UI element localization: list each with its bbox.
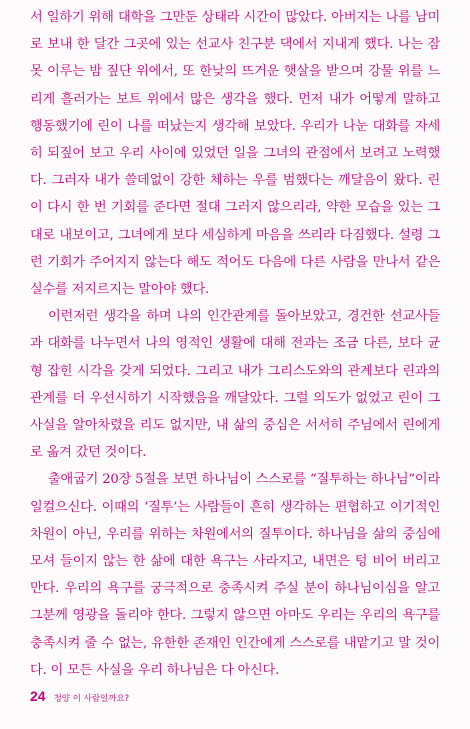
- paragraph: 출애굽기 20장 5절을 보면 하나님이 스스로를 “질투하는 하나님”이라 일컬으신다. 이때의 ‘질투’는 사람들이 흔히 생각하는 편협하고 이기적인 차원이 아닌, 우리를 위하는 차원에서의 질투이다. 하나님을 삶의 중심에 모셔 들이지 않는 한 삶에 대한 욕구는 사라지고, 내면은 텅 비어 버리고 만다. 우리의 욕구를 궁극적으로 충족시켜 주실 분이 하나님이심을 알고 그분께 영광을 돌리야 한다. 그렇지 않으면 아마도 우리는 우리의 욕구를 충족시켜 줄 수 없는, 유한한 존재인 인간에게 스스로를 내맡기고 말 것이다. 이 모든 사실을 우리 하나님은 다 아신다.: [30, 472, 440, 678]
- page-footer: [30, 688, 129, 704]
- body-text: [30, 4, 440, 684]
- paragraph-continued: 서 일하기 위해 대학을 그만둔 상태라 시간이 많았다. 아버지는 나를 남미로 보내 한 달간 그곳에 있는 선교사 친구분 댁에서 지내게 했다. 나는 잠 못 이루는 밤 짚단 위에서, 또 한낮의 뜨거운 햇살을 받으며 강물 위를 느리게 흘러가는 보트 위에서 많은 생각을 했다. 먼저 내가 어떻게 말하고 행동했기에 린이 나를 떠났는지 생각해 보았다. 우리가 나눈 대화를 자세히 되짚어 보고 우리 사이에 있었던 일을 그녀의 관점에서 보려고 노력했다. 그러자 내가 쓸데없이 강한 체하는 우를 범했다는 깨달음이 왔다. 린이 다시 한 번 기회를 준다면 절대 그러지 않으리라, 약한 모습을 있는 그대로 내보이고, 그녀에게 보다 세심하게 마음을 쓰리라 다짐했다. 설령 그런 기회가 주어지지 않는다 해도 적어도 다음에 다른 사람을 만나서 같은 실수를 저지르지는 말아야 했다.: [30, 10, 440, 298]
- running-title: 청양 이 사람일까요?: [53, 694, 130, 704]
- paragraph: 이런저런 생각을 하며 나의 인간관계를 돌아보았고, 경건한 선교사들과 대화를 나누면서 나의 영적인 생활에 대해 전과는 조금 다른, 보다 균형 잡힌 시각을 갖게 되었다. 그리고 내가 그리스도와의 관계보다 린과의 관계를 더 우선시하기 시작했음을 깨달았다. 그럴 의도가 없었고 린이 그 사실을 알아차렸을 리도 없지만, 내 삶의 중심은 서서히 주님에서 린에게로 옮겨 갔던 것이다.: [30, 309, 440, 461]
- page-number: 24: [30, 688, 46, 704]
